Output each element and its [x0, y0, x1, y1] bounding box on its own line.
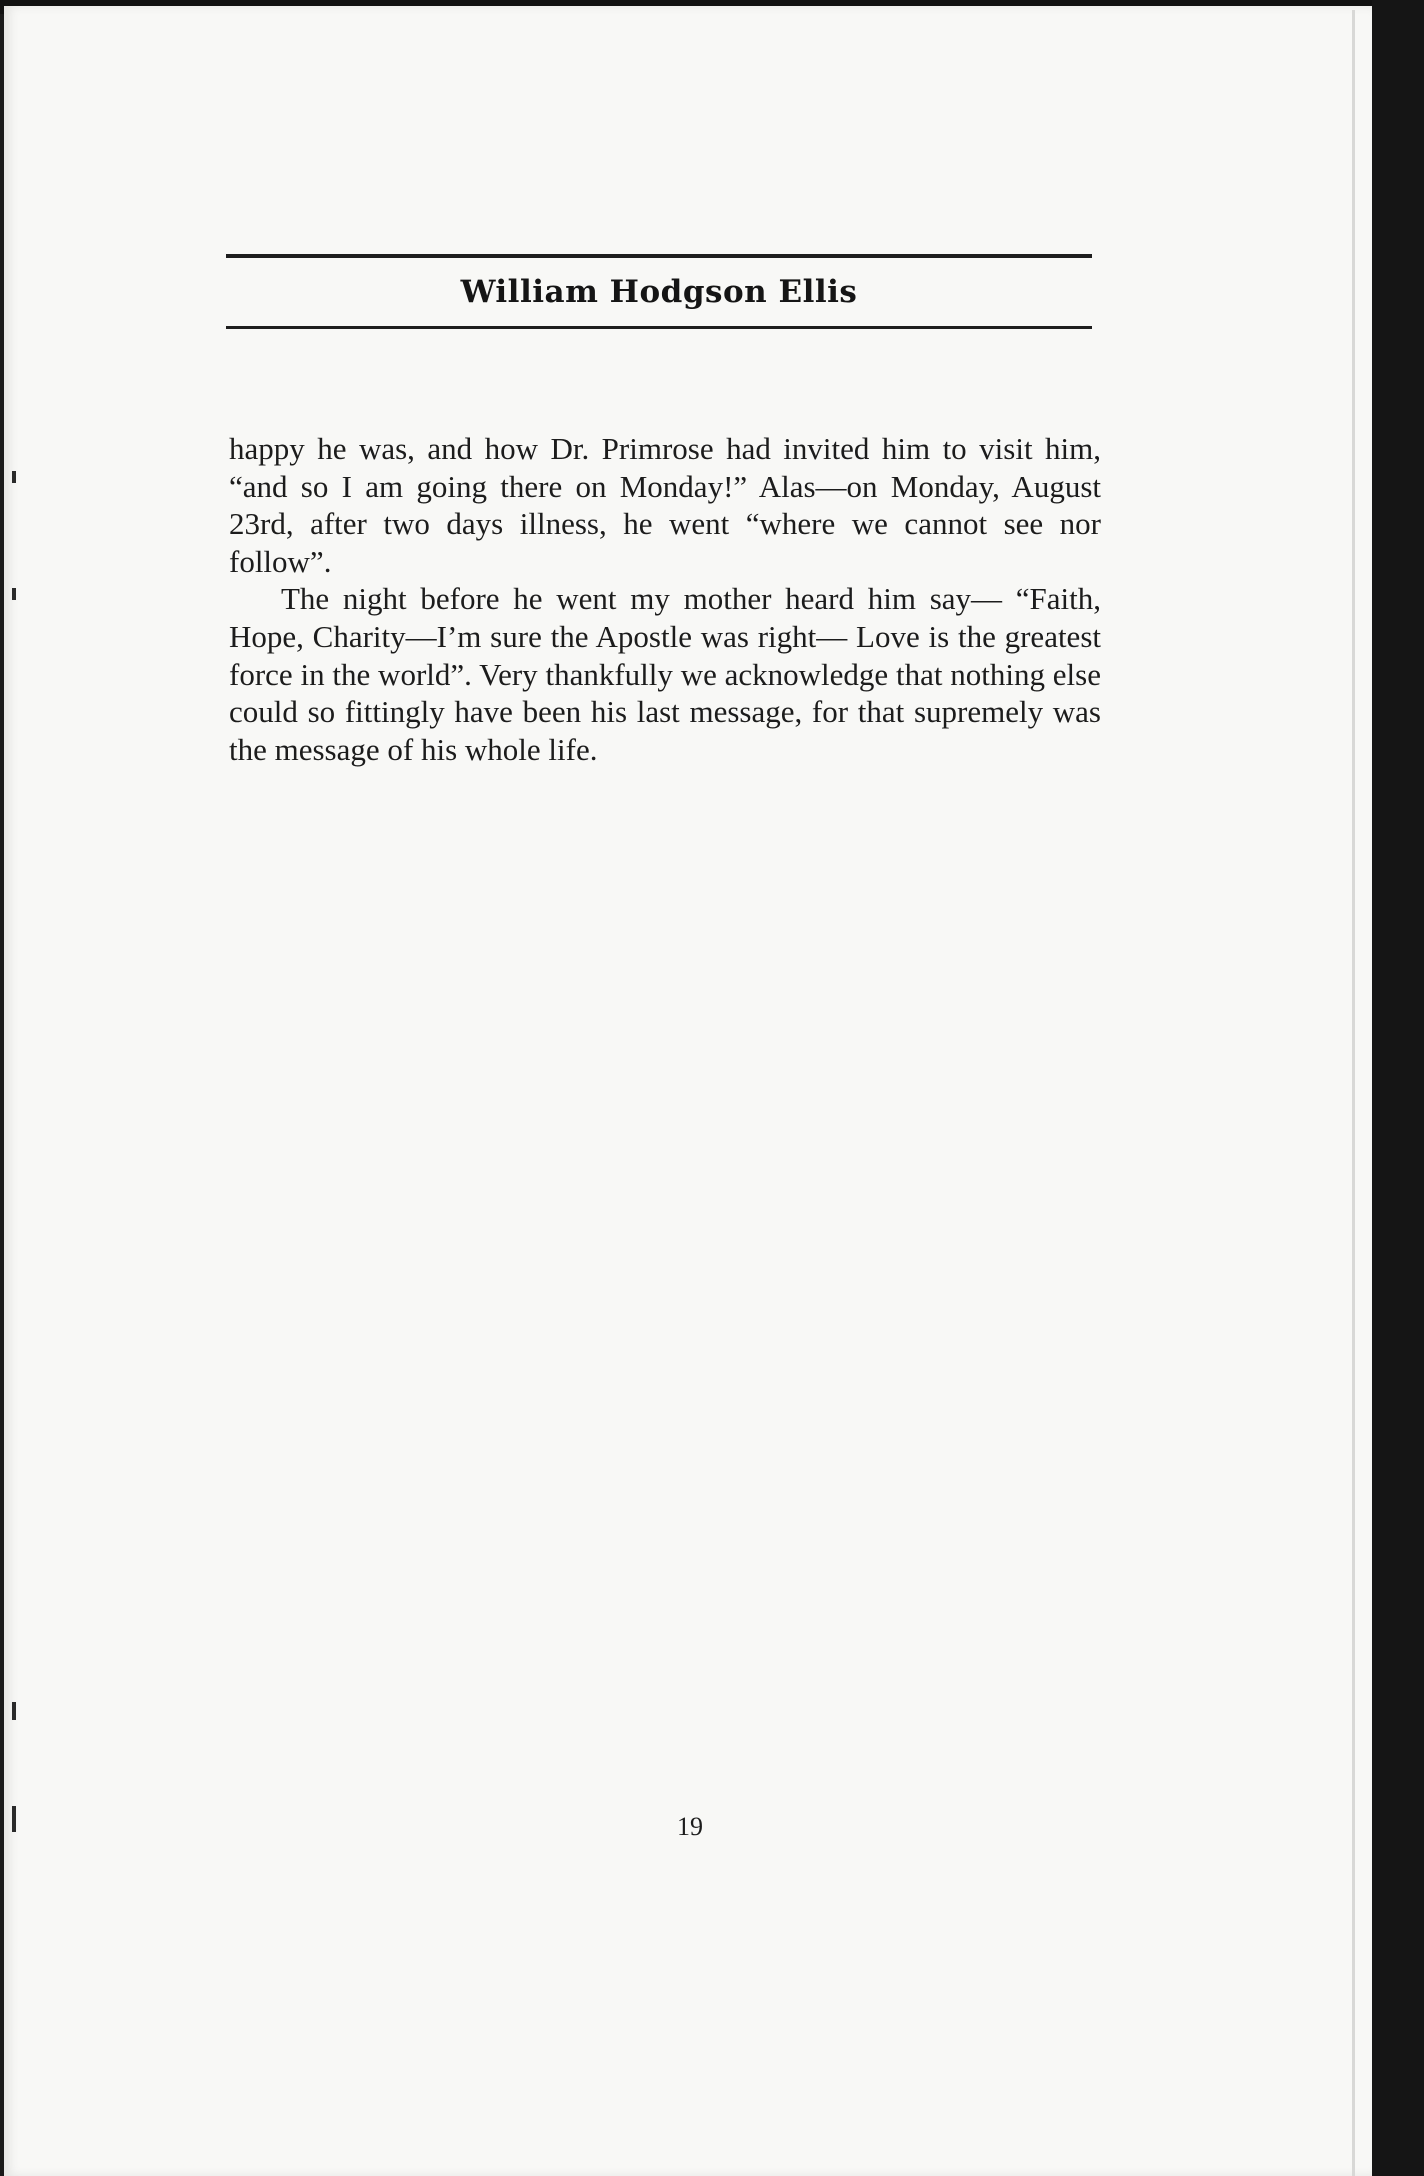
binding-mark [12, 588, 16, 600]
paragraph: The night before he went my mother heard him say— “Faith, Hope, Charity—I’m sure the Apostle was right— Love is the greatest force in the world”. Very thankfully we acknowledge that nothing else could so fittingly have been his last message, for that supremely was the message of his whole life. [229, 581, 1101, 767]
page-number: 19 [677, 1812, 703, 1841]
binding-mark [12, 1806, 16, 1832]
header-rule-bottom [226, 326, 1092, 329]
binding-mark [12, 471, 16, 483]
paragraph: happy he was, and how Dr. Primrose had invited him to visit him, “and so I am going there on Monday!” Alas—on Monday, August 23rd, after two days illness, he went “where we cannot see nor follow”. [229, 431, 1101, 579]
page-edge [1352, 10, 1355, 2176]
running-head: William Hodgson Ellis [460, 274, 858, 310]
scan-border-right [1372, 0, 1424, 2176]
book-page [4, 6, 1372, 2176]
binding-mark [12, 1702, 16, 1720]
page-header [226, 254, 1092, 329]
body-text [229, 430, 1101, 768]
